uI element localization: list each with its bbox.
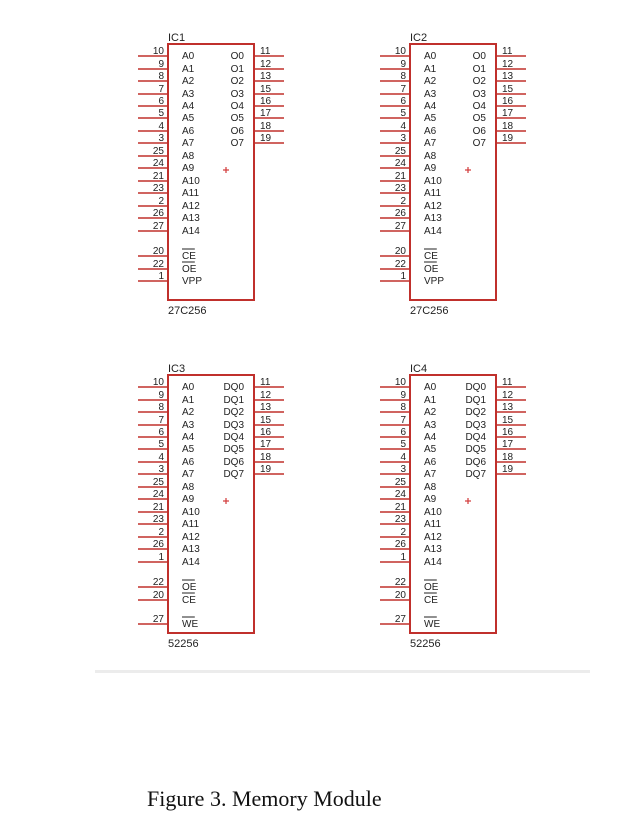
pin-name: A6 [424,126,437,137]
pin-number: 13 [502,402,514,413]
pin-name: A8 [182,482,195,493]
pin-number: 12 [502,59,514,70]
pin-name: A4 [182,101,195,112]
pin-name: O6 [472,126,486,137]
pin-name: A13 [424,213,442,224]
figure-caption: Figure 3. Memory Module [147,786,382,811]
pin-name: A5 [182,444,195,455]
pin-number: 19 [260,133,272,144]
pin-name: A8 [182,151,195,162]
pin-name: A2 [182,76,195,87]
pin-name: DQ4 [223,432,244,443]
pin-number: 20 [394,246,406,257]
pin-number: 25 [394,477,406,488]
pin-number: 27 [152,614,164,625]
pin-number: 3 [158,464,164,475]
pin-name: A9 [182,494,195,505]
pin-number: 2 [400,196,406,207]
pin-name: VPP [182,276,203,287]
pin-name: A1 [424,395,437,406]
pin-name: A10 [424,176,442,187]
pin-name: A14 [182,557,200,568]
pin-number: 25 [152,477,164,488]
pin-number: 6 [400,96,406,107]
pin-number: 1 [400,271,406,282]
pin-number: 4 [158,121,164,132]
pin-name: A11 [424,519,442,530]
pin-name: O0 [472,51,486,62]
pin-name: A10 [424,507,442,518]
pin-name: CE [424,251,438,262]
pin-name: A3 [182,89,195,100]
pin-number: 23 [152,514,164,525]
pin-name: DQ3 [465,420,486,431]
pin-name: O2 [230,76,244,87]
pin-number: 27 [152,221,164,232]
pin-name: A5 [424,444,437,455]
pin-name: DQ6 [223,457,244,468]
pin-number: 6 [158,96,164,107]
pin-number: 3 [400,133,406,144]
pin-name: DQ5 [223,444,244,455]
pin-number: 26 [152,539,164,550]
divider-line [95,670,590,673]
pin-name: O3 [230,89,244,100]
pin-number: 25 [152,146,164,157]
pin-number: 11 [260,46,271,57]
pin-number: 1 [158,271,164,282]
pin-number: 21 [152,502,164,513]
pin-number: 17 [502,108,514,119]
pin-name: A11 [424,188,442,199]
pin-number: 20 [152,590,164,601]
pin-name: VPP [424,276,445,287]
pin-number: 23 [152,183,164,194]
pin-name: A9 [424,494,437,505]
pin-name: A7 [182,138,195,149]
chip-ref-label: IC4 [410,363,428,375]
pin-number: 7 [158,415,164,426]
pin-name: A14 [182,226,200,237]
pin-number: 4 [158,452,164,463]
pin-number: 13 [260,402,272,413]
chip-part-number: 52256 [168,638,199,650]
pin-name: OE [424,582,439,593]
pin-number: 24 [152,489,164,500]
pin-number: 13 [260,71,272,82]
pin-name: A5 [424,113,437,124]
pin-number: 10 [152,46,164,57]
pin-number: 4 [400,452,406,463]
pin-name: A9 [182,163,195,174]
pin-number: 26 [152,208,164,219]
pin-number: 5 [158,108,164,119]
pin-name: A14 [424,557,442,568]
pin-number: 15 [260,415,272,426]
pin-number: 15 [502,415,514,426]
pin-number: 7 [158,84,164,95]
pin-number: 5 [158,439,164,450]
pin-name: O7 [472,138,486,149]
pin-number: 12 [502,390,514,401]
pin-number: 25 [394,146,406,157]
pin-number: 1 [158,552,164,563]
pin-number: 18 [502,452,514,463]
pin-name: A0 [182,51,195,62]
pin-name: A12 [182,532,200,543]
pin-number: 19 [502,133,514,144]
pin-name: DQ7 [223,469,244,480]
pin-name: A1 [182,64,195,75]
pin-name: O4 [230,101,244,112]
pin-name: O1 [230,64,244,75]
pin-number: 3 [400,464,406,475]
pin-number: 7 [400,415,406,426]
pin-number: 10 [152,377,164,388]
chip-part-number: 27C256 [410,305,449,317]
pin-number: 3 [158,133,164,144]
pin-name: DQ0 [223,382,244,393]
pin-name: OE [182,582,197,593]
pin-name: A12 [182,201,200,212]
pin-name: A4 [424,432,437,443]
pin-number: 2 [158,196,164,207]
pin-name: O2 [472,76,486,87]
pin-number: 2 [400,527,406,538]
pin-number: 13 [502,71,514,82]
pin-name: A12 [424,201,442,212]
pin-name: WE [182,619,199,630]
pin-name: A9 [424,163,437,174]
pin-name: OE [182,264,197,275]
pin-number: 15 [502,84,514,95]
chip-part-number: 52256 [410,638,441,650]
pin-number: 15 [260,84,272,95]
pin-name: A10 [182,507,200,518]
pin-number: 11 [502,46,513,57]
pin-name: A7 [424,138,437,149]
pin-name: O3 [472,89,486,100]
pin-number: 17 [260,108,272,119]
chip-ic4 [380,363,526,650]
pin-name: O5 [472,113,486,124]
pin-name: O4 [472,101,486,112]
pin-name: A5 [182,113,195,124]
pin-name: A13 [182,213,200,224]
pin-name: DQ6 [465,457,486,468]
pin-name: OE [424,264,439,275]
pin-number: 16 [260,96,272,107]
pin-number: 27 [394,221,406,232]
pin-name: DQ7 [465,469,486,480]
pin-number: 17 [260,439,272,450]
pin-number: 10 [394,46,406,57]
pin-name: A12 [424,532,442,543]
pin-name: A0 [424,382,437,393]
pin-number: 10 [394,377,406,388]
pin-name: A14 [424,226,442,237]
pin-number: 22 [394,259,406,270]
pin-name: A6 [182,457,195,468]
chip-part-number: 27C256 [168,305,207,317]
pin-number: 20 [394,590,406,601]
pin-name: O7 [230,138,244,149]
pin-name: DQ2 [465,407,486,418]
pin-name: A3 [424,89,437,100]
pin-name: O6 [230,126,244,137]
pin-number: 21 [394,502,406,513]
pin-name: A10 [182,176,200,187]
pin-name: A4 [182,432,195,443]
pin-number: 18 [260,452,272,463]
pin-name: DQ1 [465,395,486,406]
pin-name: A13 [424,544,442,555]
chip-ref-label: IC2 [410,32,428,44]
pin-name: A13 [182,544,200,555]
pin-name: A6 [182,126,195,137]
pin-name: WE [424,619,441,630]
pin-name: DQ4 [465,432,486,443]
pin-number: 17 [502,439,514,450]
pin-number: 22 [152,259,164,270]
pin-number: 8 [400,71,406,82]
pin-name: A1 [182,395,195,406]
chip-ref-label: IC1 [168,32,186,44]
pin-name: A6 [424,457,437,468]
pin-name: DQ0 [465,382,486,393]
pin-name: A1 [424,64,437,75]
pin-name: O0 [230,51,244,62]
pin-number: 8 [400,402,406,413]
pin-name: A8 [424,151,437,162]
pin-number: 27 [394,614,406,625]
pin-number: 21 [394,171,406,182]
pin-number: 12 [260,390,272,401]
pin-number: 24 [394,158,406,169]
pin-number: 6 [158,427,164,438]
pin-number: 11 [502,377,513,388]
pin-name: A7 [182,469,195,480]
chip-ic3 [138,363,284,650]
pin-name: CE [182,595,196,606]
pin-name: A11 [182,519,200,530]
pin-number: 9 [400,390,406,401]
pin-number: 5 [400,439,406,450]
pin-number: 18 [260,121,272,132]
pin-number: 6 [400,427,406,438]
pin-number: 20 [152,246,164,257]
pin-number: 18 [502,121,514,132]
pin-number: 2 [158,527,164,538]
pin-name: O5 [230,113,244,124]
pin-number: 4 [400,121,406,132]
chip-ic2 [380,32,526,317]
pin-name: A2 [182,407,195,418]
pin-name: CE [424,595,438,606]
pin-number: 11 [260,377,271,388]
pin-number: 9 [158,59,164,70]
pin-number: 26 [394,208,406,219]
pin-name: DQ5 [465,444,486,455]
pin-number: 16 [502,96,514,107]
pin-name: CE [182,251,196,262]
pin-number: 16 [260,427,272,438]
pin-name: A8 [424,482,437,493]
pin-number: 26 [394,539,406,550]
pin-name: O1 [472,64,486,75]
pin-number: 19 [502,464,514,475]
pin-number: 1 [400,552,406,563]
pin-number: 12 [260,59,272,70]
pin-number: 8 [158,402,164,413]
pin-number: 22 [394,577,406,588]
pin-name: A2 [424,407,437,418]
pin-name: A3 [424,420,437,431]
pin-name: A2 [424,76,437,87]
pin-number: 7 [400,84,406,95]
pin-number: 5 [400,108,406,119]
pin-number: 9 [158,390,164,401]
pin-name: DQ2 [223,407,244,418]
pin-number: 24 [394,489,406,500]
pin-number: 19 [260,464,272,475]
pin-name: A11 [182,188,200,199]
pin-name: DQ1 [223,395,244,406]
pin-number: 22 [152,577,164,588]
chip-ic1 [138,32,284,317]
pin-number: 21 [152,171,164,182]
pin-number: 16 [502,427,514,438]
pin-number: 24 [152,158,164,169]
pin-number: 23 [394,514,406,525]
pin-name: A3 [182,420,195,431]
pin-number: 9 [400,59,406,70]
pin-name: A4 [424,101,437,112]
pin-name: A7 [424,469,437,480]
pin-name: A0 [182,382,195,393]
pin-name: A0 [424,51,437,62]
pin-number: 8 [158,71,164,82]
pin-number: 23 [394,183,406,194]
chip-ref-label: IC3 [168,363,186,375]
pin-name: DQ3 [223,420,244,431]
